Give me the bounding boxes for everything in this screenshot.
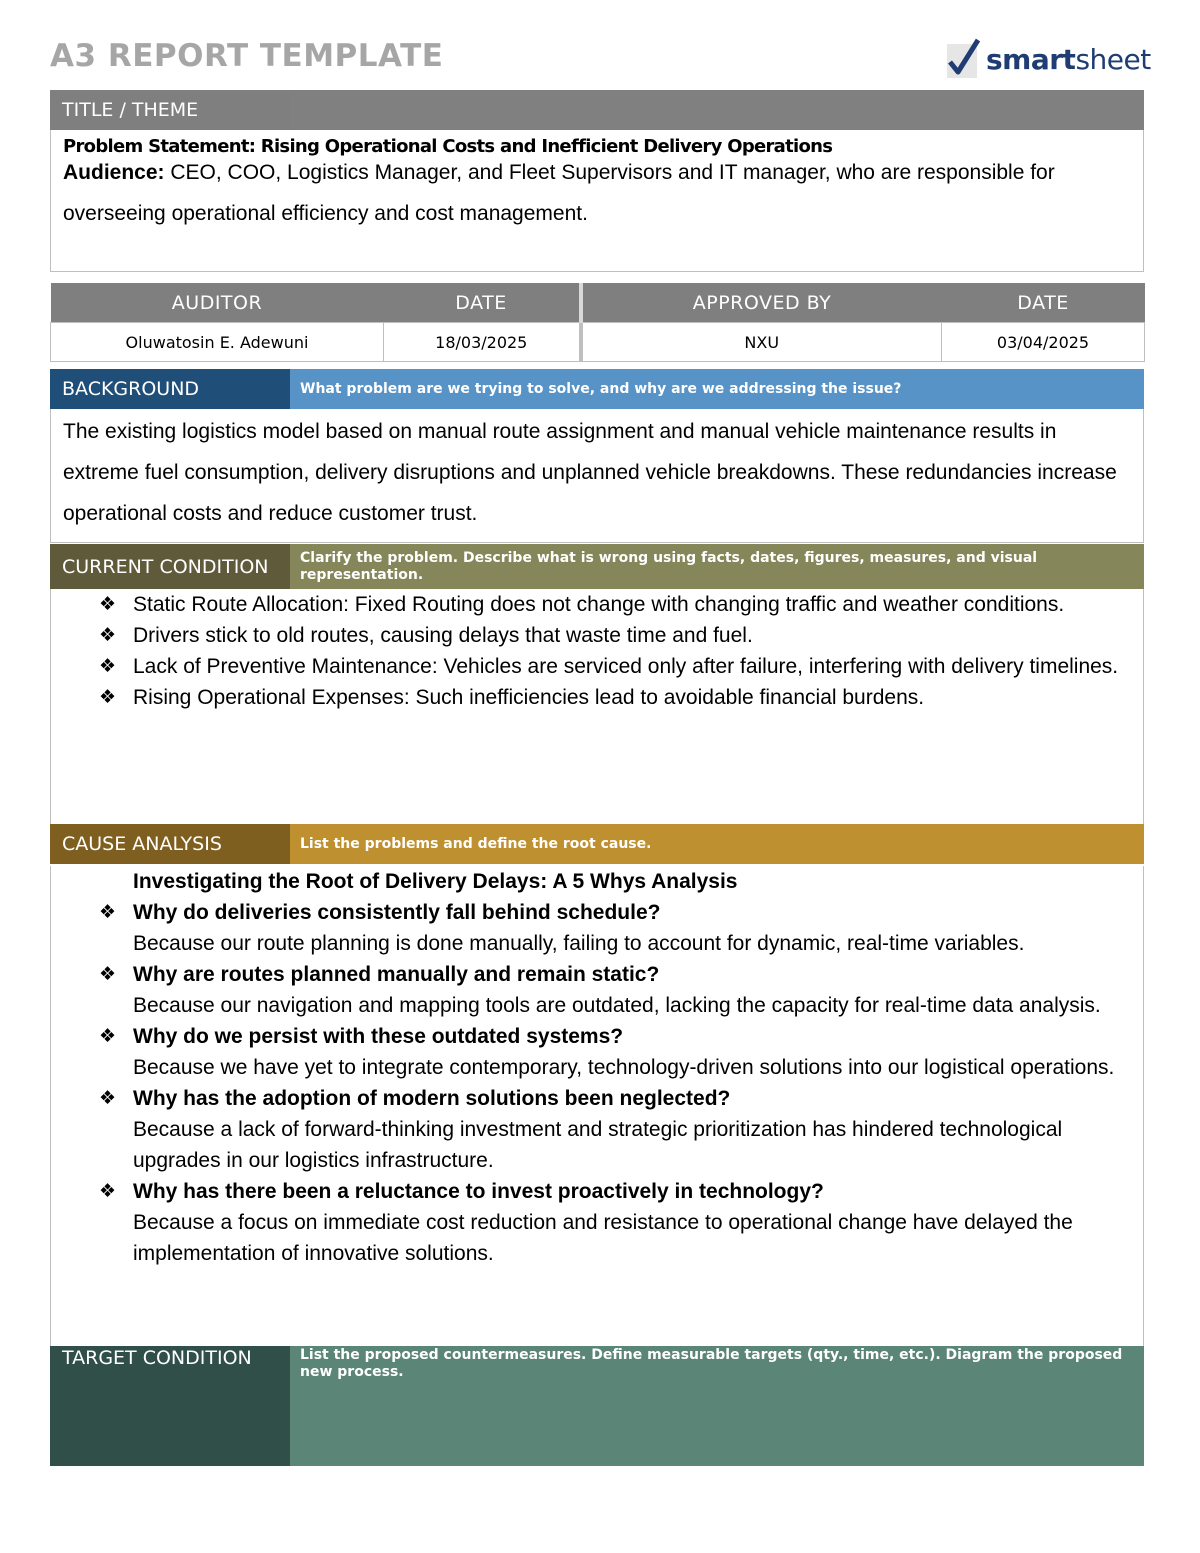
background-body: The existing logistics model based on manual route assignment and manual vehicle maintenance results in extreme fuel consumption, delivery disruptions and unplanned vehicle breakdowns. These redundancies increase operational costs and reduce customer trust.	[50, 409, 1144, 543]
logo-wordmark: smartsheet	[986, 42, 1151, 76]
background-label: BACKGROUND	[50, 369, 290, 409]
auditor-value: Oluwatosin E. Adewuni	[51, 323, 384, 362]
list-item: ❖ Static Route Allocation: Fixed Routing does not change with changing traffic and weather conditions.	[99, 589, 1143, 620]
diamond-bullet-icon: ❖	[99, 1025, 117, 1047]
current-condition-body	[50, 589, 1144, 825]
list-item: ❖ Rising Operational Expenses: Such inefficiencies lead to avoidable financial burdens.	[99, 682, 1143, 713]
problem-statement: Problem Statement: Rising Operational Costs and Inefficient Delivery Operations	[63, 136, 833, 157]
title-theme-header-bar	[290, 90, 1144, 130]
audience-label: Audience:	[63, 161, 165, 184]
cause-analysis-prompt: List the problems and define the root cause.	[290, 824, 1144, 864]
why-question: Why do deliveries consistently fall behind schedule?	[133, 901, 661, 924]
background-section	[50, 369, 1144, 543]
diamond-bullet-icon: ❖	[99, 686, 117, 708]
smartsheet-logo	[944, 36, 1151, 82]
auditor-date-header: DATE	[384, 283, 581, 323]
diamond-bullet-icon: ❖	[99, 655, 117, 677]
approved-by-header: APPROVED BY	[581, 283, 942, 323]
target-condition-section	[50, 1346, 1144, 1466]
list-item	[99, 1176, 1143, 1269]
list-item: ❖ Drivers stick to old routes, causing delays that waste time and fuel.	[99, 620, 1143, 651]
list-item: ❖ Lack of Preventive Maintenance: Vehicles are serviced only after failure, interfering with delivery timelines.	[99, 651, 1143, 682]
why-answer: Because our route planning is done manually, failing to account for dynamic, real-time variables.	[133, 932, 1025, 955]
list-item	[99, 1021, 1143, 1083]
why-answer: Because a focus on immediate cost reduction and resistance to operational change have delayed the implementation of innovative solutions.	[133, 1211, 1073, 1265]
title-theme-label: TITLE / THEME	[50, 90, 290, 130]
current-condition-list	[51, 589, 1143, 713]
diamond-bullet-icon: ❖	[99, 1180, 117, 1202]
checkmark-logo-icon	[944, 36, 984, 82]
target-condition-label: TARGET CONDITION	[50, 1346, 290, 1466]
diamond-bullet-icon: ❖	[99, 593, 117, 615]
title-theme-body	[50, 130, 1144, 272]
title-theme-section	[50, 90, 1144, 272]
list-item	[99, 897, 1143, 959]
why-answer: Because a lack of forward-thinking investment and strategic prioritization has hindered technological upgrades in our logistics infrastructure.	[133, 1118, 1063, 1172]
signoff-table	[50, 283, 1145, 362]
approval-date-value: 03/04/2025	[942, 323, 1145, 362]
diamond-bullet-icon: ❖	[99, 624, 117, 646]
approved-by-value: NXU	[581, 323, 942, 362]
five-whys-list	[51, 897, 1143, 1269]
why-question: Why has the adoption of modern solutions been neglected?	[133, 1087, 731, 1110]
current-condition-label: CURRENT CONDITION	[50, 544, 290, 589]
page-title: A3 REPORT TEMPLATE	[50, 38, 444, 74]
list-item	[99, 959, 1143, 1021]
current-condition-section	[50, 544, 1144, 825]
diamond-bullet-icon: ❖	[99, 963, 117, 985]
why-question: Why do we persist with these outdated systems?	[133, 1025, 624, 1048]
audience-text: Audience: CEO, COO, Logistics Manager, and Fleet Supervisors and IT manager, who are responsible for overseeing operational efficiency and cost management.	[63, 161, 1055, 225]
background-prompt: What problem are we trying to solve, and why are we addressing the issue?	[290, 369, 1144, 409]
why-answer: Because we have yet to integrate contemporary, technology-driven solutions into our logistical operations.	[133, 1056, 1115, 1079]
target-condition-prompt: List the proposed countermeasures. Define measurable targets (qty., time, etc.). Diagram the proposed new process.	[290, 1346, 1144, 1466]
cause-analysis-body	[50, 866, 1144, 1348]
why-answer: Because our navigation and mapping tools are outdated, lacking the capacity for real-time data analysis.	[133, 994, 1101, 1017]
approval-date-header: DATE	[942, 283, 1145, 323]
cause-analysis-section	[50, 824, 1144, 1348]
cause-analysis-label: CAUSE ANALYSIS	[50, 824, 290, 864]
current-condition-prompt: Clarify the problem. Describe what is wrong using facts, dates, figures, measures, and visual representation.	[290, 544, 1144, 589]
why-question: Why are routes planned manually and remain static?	[133, 963, 660, 986]
five-whys-heading: Investigating the Root of Delivery Delays: A 5 Whys Analysis	[133, 870, 738, 893]
auditor-header: AUDITOR	[51, 283, 384, 323]
diamond-bullet-icon: ❖	[99, 1087, 117, 1109]
auditor-date-value: 18/03/2025	[384, 323, 581, 362]
diamond-bullet-icon: ❖	[99, 901, 117, 923]
why-question: Why has there been a reluctance to invest proactively in technology?	[133, 1180, 824, 1203]
list-item	[99, 1083, 1143, 1176]
